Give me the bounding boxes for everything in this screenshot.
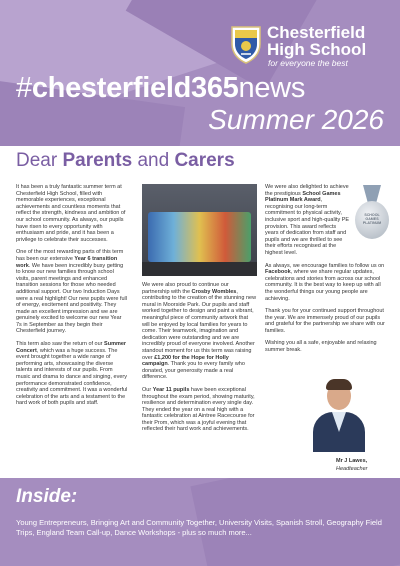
paragraph xyxy=(142,387,257,433)
text-run: , contributing to the creation of the stunning new mural in Moorside Park. Our pupils and staff worked together to design and paint a vibrant, meaningful piece of community artwork that will be enjoyed by local families for years to come. Their teamwork, imagination and dedication were outstanding and we are incredibly proud of everyone involved. Another standout moment for us this term was raising over xyxy=(142,288,257,361)
text-run: One of the most rewarding parts of this term has been our extensive xyxy=(16,249,124,262)
hashtag-prefix: # xyxy=(16,72,32,104)
highlight-text: Year 11 pupils xyxy=(152,386,190,393)
text-run: , recognising our long-term commitment to physical activity, inclusive sport and high-quality PE provision. This award reflects years of dedication from staff and pupils and we are thrilled to see their efforts recognised at the highest level. xyxy=(265,197,350,256)
hashtag-main: chesterfield365 xyxy=(31,72,239,104)
highlight-text: Summer Concert xyxy=(16,341,127,354)
text-run: We were also proud to continue our partnership with the xyxy=(142,282,229,295)
headteacher-name: Mr J Lawes, xyxy=(336,458,368,464)
text-column-1 xyxy=(16,184,128,413)
medal-label-line: SCHOOL xyxy=(364,213,380,217)
text-run: , where we share regular updates, celebrations and stories from across our school community. It is the best way to keep up with all the wonderful things our young people are achieving. xyxy=(265,269,381,302)
inside-title: Inside: xyxy=(16,486,78,507)
highlight-text: School Games Platinum Mark Award xyxy=(265,190,341,204)
school-name xyxy=(267,24,397,58)
school-crest-icon xyxy=(229,24,263,64)
paragraph: Wishing you all a safe, enjoyable and relaxing summer break. xyxy=(265,340,377,354)
paragraph: Thank you for your continued support throughout the year. We are immensely proud of our pupils and grateful for the partnership we share with our families. xyxy=(265,308,385,334)
text-run: . We have been incredibly busy getting to know our new families through school visits, parent meetings and enhanced transition sessions for those who needed additional support. Our two Induction Days were a real highlight! Our new pupils were full of energy, excitement and positivity. They made an excellent impression and we are genuinely excited to welcome our new Year 7s in September as they begin their Chesterfield journey. xyxy=(16,262,127,335)
portrait-hair xyxy=(326,379,352,390)
greeting-parents: Parents xyxy=(62,150,133,171)
text-run: Our xyxy=(142,386,153,393)
greeting-dear: Dear xyxy=(16,150,58,171)
school-name-line1: Chesterfield xyxy=(267,23,366,42)
platinum-award-badge xyxy=(355,185,389,247)
text-run: We were also delighted to achieve the prestigious xyxy=(265,184,349,197)
text-run: have been exceptional throughout the exam period, showing maturity, resilience and determination every single day. They ended the year on a real high with a fantastic celebration at Aintree Racecourse for their Prom, which was a joyful evening that reflected their hard work and achievements. xyxy=(142,386,255,433)
greeting-and: and xyxy=(137,150,170,171)
hashtag-suffix: news xyxy=(238,72,306,104)
photo-ground xyxy=(142,262,257,276)
text-run: As always, we encourage families to follow us on xyxy=(265,262,385,269)
school-tagline: for everyone the best xyxy=(268,58,348,68)
medal-label-line: PLATINUM xyxy=(362,221,382,226)
headteacher-role: Headteacher xyxy=(336,466,368,472)
mural-photo xyxy=(142,184,257,276)
paragraph xyxy=(265,184,351,257)
highlight-text: Year 6 transition work xyxy=(16,255,118,269)
headteacher-photo xyxy=(310,372,368,452)
text-run: . Thank you to every family who donated, your generosity made a real difference. xyxy=(142,361,245,381)
newsletter-season: Summer 2026 xyxy=(208,104,384,135)
paragraph xyxy=(16,341,128,407)
header-banner xyxy=(0,0,400,146)
greeting-title xyxy=(16,150,235,172)
paragraph xyxy=(142,282,257,381)
paragraph xyxy=(16,249,128,335)
inside-contents: Young Entrepreneurs, Bringing Art and Community Together, University Visits, Spanish Stroll, Geography Field Trips, England Team Call-up, Dance Workshops - plus so much more... xyxy=(16,518,382,537)
medal-label xyxy=(355,213,389,226)
paragraph: It has been a truly fantastic summer term at Chesterfield High School, filled with memorable experiences, exceptional achievements and countless moments that reflect the strength, kindness and ambition of our school community. As always, our pupils have risen to every opportunity with enthusiasm and pride, and it has been a privilege to celebrate their successes. xyxy=(16,184,126,243)
paragraph xyxy=(265,263,387,303)
school-name-line2: High School xyxy=(267,40,367,59)
greeting-carers: Carers xyxy=(174,150,235,171)
newsletter-hashtag xyxy=(16,72,305,105)
highlight-text: Crosby Wombles xyxy=(191,288,237,295)
text-column-2 xyxy=(142,282,257,439)
medal-label-line: GAMES xyxy=(365,217,379,222)
highlight-text: Facebook xyxy=(265,269,291,276)
highlight-text: £1,200 for the Hope for Holly campaign xyxy=(142,354,229,368)
mural-artwork xyxy=(148,212,251,262)
text-run: This term also saw the return of our xyxy=(16,341,105,348)
text-run: , which was a huge success. The event brought together a wide range of performing arts, showcasing the diverse talents and interests of our pupils. From music and drama to dance and singing, every performance demonstrated confidence, creativity and commitment. It was a wonderful celebration of the arts and a testament to the hard work of both pupils and staff. xyxy=(16,347,128,407)
